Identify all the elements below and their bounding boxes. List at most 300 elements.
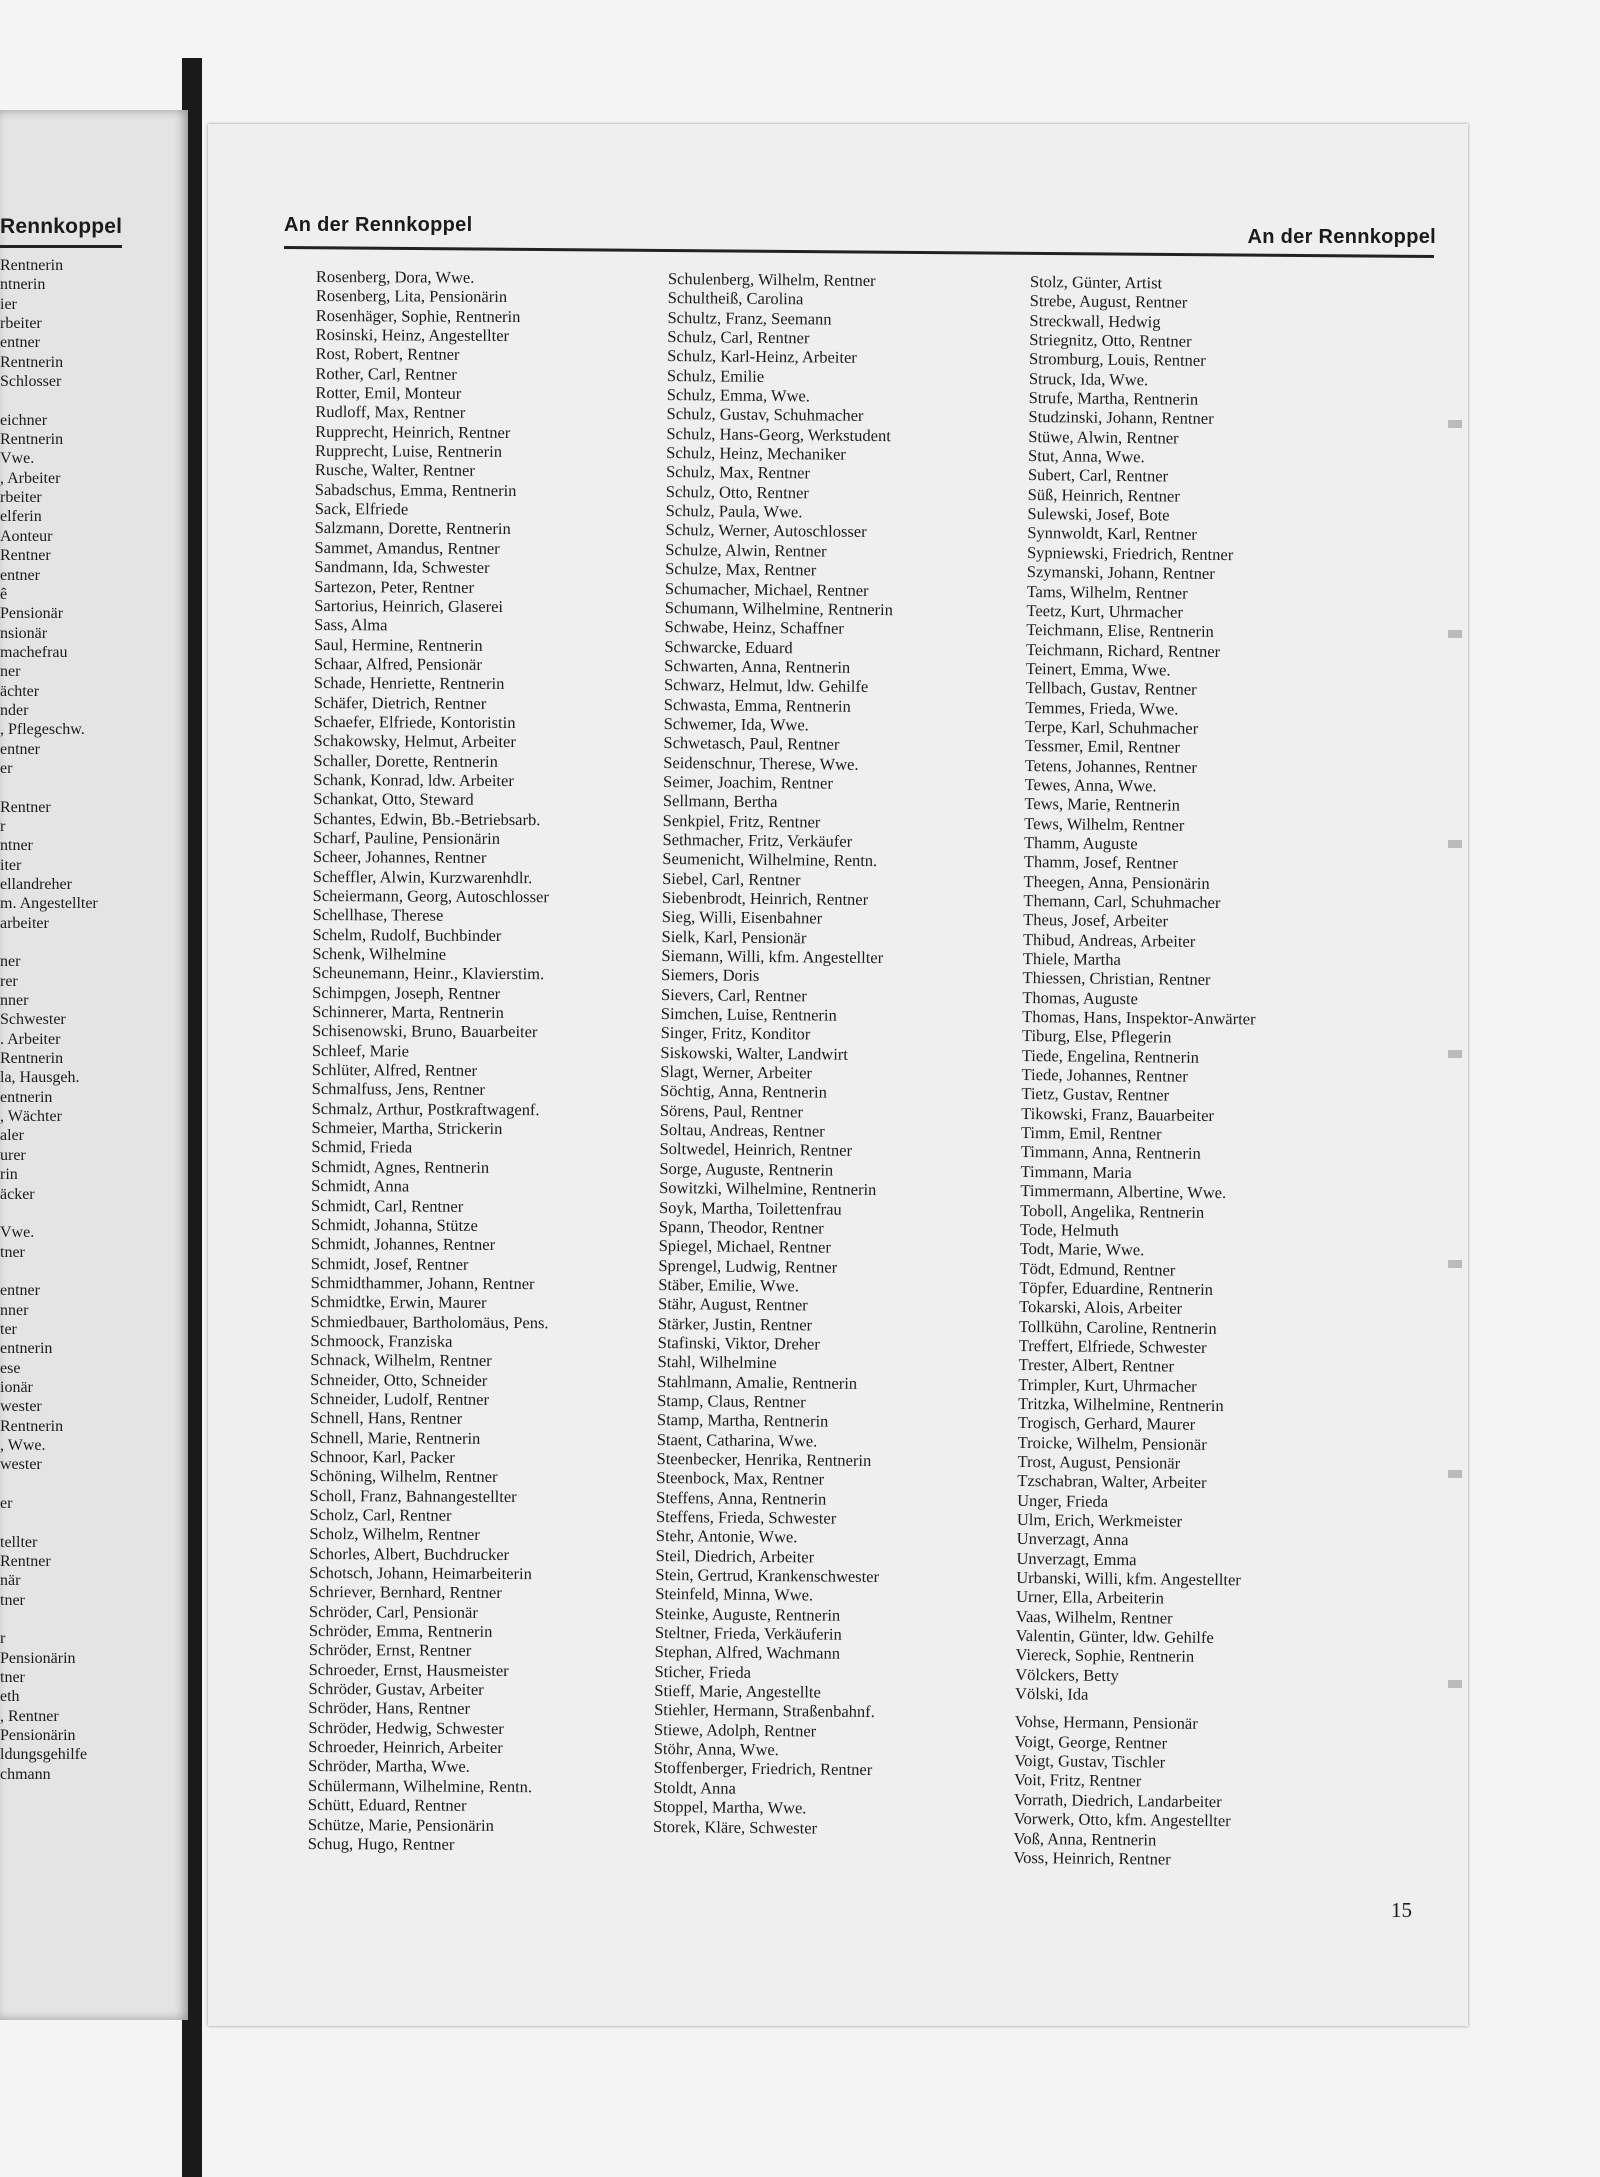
resident-entry: Schülermann, Wilhelmine, Rentn.	[308, 1775, 533, 1796]
resident-entry: Rosenberg, Dora, Wwe.	[315, 267, 475, 287]
resident-entry: Trester, Albert, Rentner	[1018, 1355, 1175, 1376]
resident-entry: Sticher, Frieda	[654, 1661, 752, 1682]
resident-entry: Schwemer, Ida, Wwe.	[663, 713, 809, 735]
resident-entry: Sorge, Auguste, Rentnerin	[659, 1158, 834, 1180]
resident-entry: Schultheiß, Carolina	[667, 288, 804, 309]
resident-entry: Spiegel, Michael, Rentner	[658, 1236, 832, 1257]
resident-entry: Rusche, Walter, Rentner	[314, 460, 475, 481]
resident-entry: Stähr, August, Rentner	[657, 1294, 808, 1315]
resident-entry: Siemann, Willi, kfm. Angestellter	[661, 946, 884, 968]
resident-entry: Tokarski, Alois, Arbeiter	[1019, 1297, 1183, 1318]
left-page-fragment: er	[0, 759, 13, 777]
resident-entry: Storek, Kläre, Schwester	[652, 1816, 818, 1838]
left-page-fragment: nner	[0, 992, 29, 1010]
resident-entry: Tessmer, Emil, Rentner	[1024, 736, 1181, 757]
resident-entry: Schmid, Frieda	[311, 1137, 413, 1157]
resident-entry: Scholz, Carl, Rentner	[309, 1504, 452, 1525]
left-page-fragment: när	[0, 1572, 21, 1590]
resident-entry: Theegen, Anna, Pensionärin	[1023, 871, 1210, 893]
resident-entry: Schnell, Hans, Rentner	[309, 1408, 463, 1429]
resident-entry: Schneider, Ludolf, Rentner	[310, 1388, 490, 1409]
resident-entry: Striegnitz, Otto, Rentner	[1029, 330, 1192, 351]
resident-entry: Schaefer, Elfriede, Kontoristin	[313, 711, 516, 732]
resident-entry: Timm, Emil, Rentner	[1020, 1123, 1162, 1144]
left-page-fragment: tellter	[0, 1533, 38, 1551]
resident-entry: Temmes, Frieda, Wwe.	[1025, 697, 1179, 719]
resident-entry: Stiehler, Hermann, Straßenbahnf.	[654, 1700, 875, 1722]
resident-entry: Toboll, Angelika, Rentnerin	[1020, 1200, 1205, 1222]
resident-entry: Unverzagt, Emma	[1016, 1548, 1137, 1569]
resident-entry: Sartezon, Peter, Rentner	[314, 576, 475, 597]
resident-entry: Schaar, Alfred, Pensionär	[313, 653, 482, 674]
left-page-fragment: Rentnerin	[0, 1417, 64, 1435]
resident-entry: Schmiedbauer, Bartholomäus, Pens.	[310, 1311, 549, 1332]
resident-entry: Szymanski, Johann, Rentner	[1026, 562, 1215, 584]
resident-entry: Trimpler, Kurt, Uhrmacher	[1018, 1374, 1197, 1396]
resident-entry: Simchen, Luise, Rentnerin	[660, 1004, 837, 1025]
resident-entry: Sass, Alma	[314, 615, 388, 635]
resident-entry: Voit, Fritz, Rentner	[1014, 1770, 1142, 1791]
resident-entry: Stamp, Martha, Rentnerin	[656, 1410, 829, 1431]
resident-entry: Unverzagt, Anna	[1016, 1529, 1129, 1550]
resident-entry: Stafinski, Viktor, Dreher	[657, 1332, 820, 1354]
resident-entry: Schulz, Max, Rentner	[665, 462, 811, 483]
resident-entry: Stromburg, Louis, Rentner	[1028, 349, 1206, 371]
resident-entry: Schakowsky, Helmut, Arbeiter	[313, 731, 516, 752]
resident-entry: Sammet, Amandus, Rentner	[314, 537, 500, 558]
left-page-fragment: , Pflegeschw.	[0, 721, 85, 739]
resident-entry: Unger, Frieda	[1017, 1490, 1109, 1511]
left-header-rule	[0, 245, 122, 248]
resident-entry: Schankat, Otto, Steward	[313, 789, 474, 810]
resident-entry: Sowitzki, Wilhelmine, Rentnerin	[659, 1178, 877, 1200]
resident-entry: Schneider, Otto, Schneider	[310, 1369, 488, 1390]
resident-entry: Tellbach, Gustav, Rentner	[1025, 678, 1197, 699]
resident-entry: Stieff, Marie, Angestellte	[654, 1681, 821, 1702]
resident-entry: Timmann, Anna, Rentnerin	[1020, 1142, 1201, 1164]
resident-entry: Schantes, Edwin, Bb.-Betriebsarb.	[313, 808, 541, 829]
resident-entry: Schumann, Wilhelmine, Rentnerin	[664, 597, 893, 620]
resident-entry: Sieg, Willi, Eisenbahner	[661, 907, 823, 928]
left-page-fragment: Pensionärin	[0, 1727, 76, 1745]
resident-entry: Sandmann, Ida, Schwester	[314, 557, 490, 578]
left-page-fragment	[0, 778, 98, 797]
resident-entry: Teetz, Kurt, Uhrmacher	[1026, 600, 1183, 622]
resident-entry: Scholz, Wilhelm, Rentner	[309, 1524, 480, 1545]
left-page-fragment: Rentnerin	[0, 1050, 64, 1068]
resident-entry: Schmidt, Carl, Rentner	[311, 1195, 464, 1216]
resident-entry: Themann, Carl, Schuhmacher	[1023, 890, 1221, 913]
resident-entry: Sypniewski, Friedrich, Rentner	[1026, 542, 1234, 564]
page-header-left: An der Rennkoppel	[284, 214, 473, 236]
resident-entry: Schmidt, Agnes, Rentnerin	[311, 1156, 490, 1177]
left-page-fragment: Pensionärin	[0, 1649, 76, 1667]
resident-entry: Rosenhäger, Sophie, Rentnerin	[315, 305, 521, 326]
resident-entry: Tode, Helmuth	[1019, 1219, 1119, 1240]
resident-entry: Schulz, Hans-Georg, Werkstudent	[666, 423, 891, 445]
page-number: 15	[1391, 1898, 1412, 1922]
resident-entry: Steffens, Frieda, Schwester	[655, 1506, 837, 1528]
left-page-fragment	[0, 1610, 98, 1629]
left-page-fragment: Vwe.	[0, 450, 35, 468]
left-page-fragment: tner	[0, 1669, 25, 1687]
resident-entry: Studzinski, Johann, Rentner	[1028, 407, 1214, 429]
resident-entry: Schulz, Emilie	[666, 365, 765, 386]
left-page-fragment: la, Hausgeh.	[0, 1069, 80, 1087]
resident-entry: Voß, Anna, Rentnerin	[1013, 1828, 1157, 1849]
resident-entry: Schumacher, Michael, Rentner	[664, 578, 869, 600]
resident-entry: Schulz, Werner, Autoschlosser	[665, 520, 867, 542]
left-page-fragment: ldungsgehilfe	[0, 1746, 88, 1764]
resident-entry: Saul, Hermine, Rentnerin	[313, 634, 483, 655]
resident-entry: Schwetasch, Paul, Rentner	[663, 733, 840, 754]
left-page-fragment: Rentner	[0, 1553, 51, 1571]
resident-entry: Schulz, Karl-Heinz, Arbeiter	[667, 346, 857, 368]
resident-entry: Sielk, Karl, Pensionär	[661, 926, 807, 948]
resident-entry: Thamm, Josef, Rentner	[1023, 852, 1178, 873]
resident-entry: Thomas, Auguste	[1022, 987, 1138, 1008]
resident-entry: Schröder, Ernst, Rentner	[308, 1640, 472, 1661]
resident-entry: Teichmann, Richard, Rentner	[1025, 639, 1221, 661]
resident-entry: Schmidt, Johanna, Stütze	[310, 1214, 478, 1235]
left-page-fragment: tner	[0, 1591, 25, 1609]
resident-entry: Schorles, Albert, Buchdrucker	[309, 1543, 510, 1564]
resident-entry: Siemers, Doris	[661, 965, 760, 986]
resident-entry: Schmalfuss, Jens, Rentner	[311, 1079, 485, 1100]
resident-entry: Schulze, Alwin, Rentner	[665, 539, 827, 561]
resident-entry: Schulz, Heinz, Mechaniker	[666, 443, 846, 464]
resident-entry: Schotsch, Johann, Heimarbeiterin	[309, 1563, 532, 1584]
resident-entry: Sellmann, Bertha	[662, 791, 778, 812]
resident-entry: Schnoor, Karl, Packer	[309, 1446, 455, 1467]
page-edge-shadow	[1448, 300, 1462, 1800]
resident-entry: Schmidt, Anna	[311, 1176, 410, 1196]
resident-entry: Schwarcke, Eduard	[664, 636, 793, 657]
left-page-fragment: aler	[0, 1127, 24, 1145]
left-page-fragment: ntnerin	[0, 276, 46, 294]
resident-entry: Sabadschus, Emma, Rentnerin	[314, 479, 517, 500]
resident-entry: Tzschabran, Walter, Arbeiter	[1017, 1471, 1207, 1493]
left-page-fragment: . Arbeiter	[0, 1030, 61, 1048]
resident-entry: Stein, Gertrud, Krankenschwester	[655, 1564, 880, 1587]
left-page-fragment: , Rentner	[0, 1707, 59, 1725]
resident-entry: Todt, Marie, Wwe.	[1019, 1239, 1145, 1260]
resident-entry: Siebenbrodt, Heinrich, Rentner	[661, 887, 869, 909]
left-page-fragment: entner	[0, 566, 40, 584]
left-page-fragment: ê	[0, 585, 8, 603]
resident-entry: Stahl, Wilhelmine	[657, 1352, 777, 1373]
left-page-fragment: entner	[0, 1282, 40, 1300]
resident-entry: Stärker, Justin, Rentner	[657, 1313, 813, 1334]
resident-entry: Stiewe, Adolph, Rentner	[653, 1719, 817, 1741]
resident-entry: Schwasta, Emma, Rentnerin	[663, 694, 851, 716]
resident-entry: Voigt, Gustav, Tischler	[1014, 1751, 1166, 1772]
left-page-fragment: ächter	[0, 682, 40, 700]
resident-entry: Scholl, Franz, Bahnangestellter	[309, 1485, 517, 1506]
resident-entry: Rotter, Emil, Monteur	[315, 383, 462, 403]
resident-entry: Stut, Anna, Wwe.	[1027, 446, 1145, 467]
left-page-fragment: iter	[0, 856, 22, 874]
left-page-fragment: Rentnerin	[0, 353, 64, 371]
resident-entry: Senkpiel, Fritz, Rentner	[662, 810, 821, 832]
page-header-right: An der Rennkoppel	[1247, 226, 1436, 248]
resident-entry: Schnack, Wilhelm, Rentner	[310, 1350, 492, 1371]
resident-entry: Trost, August, Pensionär	[1017, 1451, 1181, 1473]
resident-entry: Voigt, George, Rentner	[1014, 1731, 1168, 1753]
resident-entry: Tams, Wilhelm, Rentner	[1026, 581, 1188, 603]
resident-entry: Schmidt, Johannes, Rentner	[310, 1234, 496, 1255]
resident-entry: Subert, Carl, Rentner	[1027, 465, 1169, 486]
resident-entry: Schulz, Otto, Rentner	[665, 481, 809, 503]
left-page-fragment: rer	[0, 972, 18, 990]
resident-entry: Tiburg, Else, Pflegerin	[1021, 1026, 1172, 1047]
resident-entry: Sartorius, Heinrich, Glaserei	[314, 595, 504, 616]
resident-entry: Völckers, Betty	[1015, 1664, 1119, 1685]
resident-entry: Salzmann, Dorette, Rentnerin	[314, 518, 511, 539]
left-page-fragment: Rentnerin	[0, 257, 64, 274]
resident-entry: Stephan, Alfred, Wachmann	[654, 1642, 841, 1664]
left-page-fragment: r	[0, 817, 6, 835]
resident-entry: Rother, Carl, Rentner	[315, 363, 457, 384]
left-page-fragment: nsionär	[0, 624, 48, 642]
resident-entry: Schütze, Marie, Pensionärin	[307, 1814, 494, 1835]
resident-entry: Rost, Robert, Rentner	[315, 344, 460, 365]
resident-entry: Stöhr, Anna, Wwe.	[653, 1739, 779, 1760]
resident-entry: Tollkühn, Caroline, Rentnerin	[1018, 1316, 1217, 1338]
resident-entry: Trogisch, Gerhard, Maurer	[1017, 1413, 1196, 1435]
resident-entry: Sack, Elfriede	[314, 499, 409, 519]
resident-entry: Teinert, Emma, Wwe.	[1025, 658, 1171, 680]
resident-entry: Voss, Heinrich, Rentner	[1013, 1847, 1171, 1869]
left-page-fragment: Rentner	[0, 798, 51, 816]
resident-entry: Thibud, Andreas, Arbeiter	[1022, 929, 1196, 951]
left-page-fragment: arbeiter	[0, 914, 49, 932]
resident-entry: Vorrath, Diedrich, Landarbeiter	[1013, 1789, 1222, 1811]
left-page-fragment: ntner	[0, 837, 33, 855]
resident-column-3	[1013, 272, 1263, 1870]
resident-entry: Tetens, Johannes, Rentner	[1024, 755, 1197, 777]
resident-entry: Steenbock, Max, Rentner	[656, 1468, 825, 1489]
resident-entry: Stolz, Günter, Artist	[1029, 272, 1163, 293]
left-page-fragment: nder	[0, 701, 29, 719]
resident-entry: Scheffler, Alwin, Kurzwarenhdlr.	[312, 866, 533, 887]
resident-entry: Thiessen, Christian, Rentner	[1022, 968, 1211, 990]
resident-entry: Schleef, Marie	[311, 1040, 410, 1061]
resident-entry: Scheunemann, Heinr., Klavierstim.	[312, 963, 545, 984]
resident-entry: Schröder, Emma, Rentnerin	[308, 1621, 493, 1642]
resident-entry: Seimer, Joachim, Rentner	[662, 771, 833, 793]
resident-entry: Urner, Ella, Arbeiterin	[1016, 1587, 1165, 1608]
left-page-fragment: wester	[0, 1398, 42, 1416]
resident-entry: Schmalz, Arthur, Postkraftwagenf.	[311, 1098, 540, 1119]
resident-entry: Vaas, Wilhelm, Rentner	[1015, 1606, 1173, 1628]
resident-entry: Schütt, Eduard, Rentner	[307, 1795, 467, 1815]
left-page-fragment: r	[0, 1630, 6, 1648]
resident-entry: Treffert, Elfriede, Schwester	[1018, 1335, 1207, 1357]
left-page-fragment	[0, 391, 98, 410]
resident-entry: Schröder, Hedwig, Schwester	[308, 1717, 504, 1738]
resident-entry: Rosinski, Heinz, Angestellter	[315, 325, 510, 346]
left-page-fragment: ellandreher	[0, 876, 72, 893]
left-page-fragment: Rentner	[0, 547, 51, 565]
resident-entry: Stäber, Emilie, Wwe.	[658, 1274, 799, 1296]
left-page-fragment: Schlosser	[0, 373, 62, 391]
resident-entry: Slagt, Werner, Arbeiter	[660, 1062, 813, 1083]
left-page-fragment: elferin	[0, 508, 42, 526]
resident-entry: Schnell, Marie, Rentnerin	[309, 1427, 481, 1448]
left-page-fragment: wester	[0, 1456, 42, 1474]
resident-entry: Sprengel, Ludwig, Rentner	[658, 1255, 838, 1277]
resident-entry: Thiele, Martha	[1022, 948, 1121, 970]
left-page-fragment	[0, 1475, 98, 1494]
resident-entry: Tietz, Gustav, Rentner	[1021, 1084, 1170, 1105]
resident-entry: Schinnerer, Marta, Rentnerin	[312, 1002, 504, 1023]
left-page-fragment: entner	[0, 740, 40, 758]
resident-entry: Timmermann, Albertine, Wwe.	[1020, 1181, 1227, 1203]
resident-entry: Schröder, Gustav, Arbeiter	[308, 1679, 484, 1699]
resident-entry: Schulz, Paula, Wwe.	[665, 501, 803, 522]
left-page-fragment: eth	[0, 1688, 20, 1706]
left-page-fragment: ionär	[0, 1378, 33, 1396]
resident-entry: Tewes, Anna, Wwe.	[1024, 774, 1157, 796]
resident-entry: Sievers, Carl, Rentner	[660, 984, 807, 1006]
resident-entry: Schultz, Franz, Seemann	[667, 307, 832, 329]
resident-entry: Teichmann, Elise, Rentnerin	[1026, 620, 1214, 642]
resident-entry: Timmann, Maria	[1020, 1161, 1132, 1182]
resident-entry: Terpe, Karl, Schuhmacher	[1025, 716, 1199, 738]
resident-entry: Schlüter, Alfred, Rentner	[311, 1060, 478, 1080]
resident-entry: Schwabe, Heinz, Schaffner	[664, 617, 844, 638]
resident-column-1	[308, 267, 554, 1854]
resident-entry: Töpfer, Eduardine, Rentnerin	[1019, 1277, 1214, 1299]
left-page-fragment	[0, 933, 98, 952]
resident-entry: Völski, Ida	[1015, 1684, 1089, 1704]
resident-entry: Schroeder, Heinrich, Arbeiter	[308, 1737, 503, 1758]
left-page-fragment: entnerin	[0, 1340, 53, 1358]
resident-entry: Vohse, Hermann, Pensionär	[1014, 1712, 1198, 1734]
resident-entry: Spann, Theodor, Rentner	[658, 1216, 824, 1238]
left-page-fragment-list	[0, 256, 98, 1784]
resident-entry: Schulz, Emma, Wwe.	[666, 385, 811, 406]
left-page-fragment: äcker	[0, 1185, 35, 1203]
resident-entry: Thomas, Hans, Inspektor-Anwärter	[1022, 1007, 1256, 1029]
resident-entry: Schellhase, Therese	[312, 905, 444, 926]
resident-entry: Stoppel, Martha, Wwe.	[653, 1797, 807, 1818]
resident-entry: Sethmacher, Fritz, Verkäufer	[662, 829, 853, 851]
resident-entry: Schroeder, Ernst, Hausmeister	[308, 1659, 509, 1680]
resident-entry: Tikowski, Franz, Bauarbeiter	[1021, 1103, 1215, 1125]
resident-entry: Schwarten, Anna, Rentnerin	[664, 655, 851, 677]
resident-entry: Schulz, Carl, Rentner	[667, 327, 810, 348]
resident-column-2	[653, 269, 896, 1838]
left-page-fragment: , Wwe.	[0, 1436, 46, 1454]
resident-entry: Schröder, Carl, Pensionär	[308, 1601, 478, 1622]
resident-entry: Stamp, Claus, Rentner	[657, 1390, 806, 1412]
left-page-fragment: Vwe.	[0, 1224, 35, 1242]
resident-entry: Rudloff, Max, Rentner	[315, 402, 466, 423]
left-page-fragment: m. Angestellter	[0, 895, 98, 913]
left-page-fragment: rbeiter	[0, 489, 42, 507]
resident-entry: Tews, Wilhelm, Rentner	[1024, 813, 1185, 835]
resident-entry: Schug, Hugo, Rentner	[307, 1833, 455, 1854]
resident-entry: Siskowski, Walter, Landwirt	[660, 1042, 849, 1064]
resident-entry: Stahlmann, Amalie, Rentnerin	[657, 1371, 858, 1393]
resident-entry: Schmoock, Franziska	[310, 1330, 453, 1351]
resident-entry: Theus, Josef, Arbeiter	[1023, 910, 1169, 931]
resident-entry: Schwarz, Helmut, ldw. Gehilfe	[663, 675, 869, 697]
left-page-fragment	[0, 1204, 98, 1223]
resident-entry: Tiede, Johannes, Rentner	[1021, 1065, 1188, 1086]
resident-entry: Tödt, Edmund, Rentner	[1019, 1258, 1176, 1280]
resident-entry: Seidenschnur, Therese, Wwe.	[663, 752, 859, 774]
resident-entry: Synnwoldt, Karl, Rentner	[1027, 523, 1197, 545]
left-page-fragment: , Wächter	[0, 1108, 62, 1126]
resident-entry: Soltau, Andreas, Rentner	[659, 1120, 825, 1141]
resident-entry: Schulz, Gustav, Schuhmacher	[666, 404, 864, 426]
resident-entry: Siebel, Carl, Rentner	[662, 868, 801, 889]
resident-entry: Steinfeld, Minna, Wwe.	[655, 1584, 814, 1605]
resident-entry: Schulenberg, Wilhelm, Rentner	[667, 269, 876, 290]
resident-entry: Schröder, Hans, Rentner	[308, 1698, 471, 1719]
resident-entry: Schank, Konrad, ldw. Arbeiter	[313, 769, 514, 790]
resident-entry: Strufe, Martha, Rentnerin	[1028, 388, 1199, 409]
resident-entry: Soyk, Martha, Toilettenfrau	[658, 1197, 842, 1219]
resident-entry: Sulewski, Josef, Bote	[1027, 504, 1170, 525]
resident-entry: Vorwerk, Otto, kfm. Angestellter	[1013, 1809, 1231, 1831]
resident-entry: Steil, Diedrich, Arbeiter	[655, 1545, 815, 1567]
resident-entry: Rupprecht, Luise, Rentnerin	[314, 441, 503, 462]
left-page-fragment: urer	[0, 1146, 26, 1164]
resident-entry: Steenbecker, Henrika, Rentnerin	[656, 1448, 872, 1470]
resident-entry: Schröder, Martha, Wwe.	[308, 1756, 470, 1777]
left-page-fragment: Pensionär	[0, 605, 64, 623]
resident-entry: Schenk, Wilhelmine	[312, 944, 447, 964]
resident-entry: Schmidtke, Erwin, Maurer	[310, 1292, 487, 1313]
resident-entry: Rosenberg, Lita, Pensionärin	[315, 286, 508, 307]
resident-entry: Schisenowski, Bruno, Bauarbeiter	[311, 1021, 538, 1042]
resident-entry: Tritzka, Wilhelmine, Rentnerin	[1018, 1393, 1224, 1416]
left-page-fragment: rbeiter	[0, 315, 42, 333]
resident-entry: Scheiermann, Georg, Autoschlosser	[312, 885, 549, 907]
left-page-fragment: tner	[0, 1243, 25, 1261]
right-page	[208, 124, 1468, 2026]
left-page-fragment: , Arbeiter	[0, 469, 61, 487]
resident-entry: Rupprecht, Heinrich, Rentner	[315, 421, 511, 442]
resident-entry: Stoldt, Anna	[653, 1777, 737, 1798]
resident-entry: Valentin, Günter, ldw. Gehilfe	[1015, 1625, 1214, 1648]
resident-entry: Stehr, Antonie, Wwe.	[655, 1526, 798, 1547]
left-page-fragment: ese	[0, 1359, 21, 1377]
resident-entry: Streckwall, Hedwig	[1029, 310, 1161, 332]
left-page-fragment: Aonteur	[0, 527, 53, 545]
left-page-fragment: Schwester	[0, 1011, 66, 1029]
left-page-fragment: chmann	[0, 1765, 51, 1783]
resident-entry: Troicke, Wilhelm, Pensionär	[1017, 1432, 1207, 1454]
resident-entry: Steffens, Anna, Rentnerin	[656, 1487, 827, 1509]
resident-entry: Seumenicht, Wilhelmine, Rentn.	[662, 849, 878, 871]
left-page	[0, 110, 188, 2020]
resident-entry: Schmeier, Martha, Strickerin	[311, 1118, 503, 1139]
resident-entry: Scharf, Pauline, Pensionärin	[312, 827, 501, 848]
resident-entry: Steltner, Frieda, Verkäuferin	[654, 1623, 842, 1644]
resident-entry: Schulze, Max, Rentner	[665, 559, 817, 580]
resident-entry: Strebe, August, Rentner	[1029, 291, 1188, 312]
resident-entry: Tews, Marie, Rentnerin	[1024, 794, 1181, 815]
resident-entry: Schimpgen, Joseph, Rentner	[312, 982, 501, 1003]
resident-entry: Stoffenberger, Friedrich, Rentner	[653, 1758, 873, 1780]
resident-entry: Schriever, Bernhard, Rentner	[309, 1582, 502, 1603]
left-page-fragment: machefrau	[0, 643, 68, 661]
